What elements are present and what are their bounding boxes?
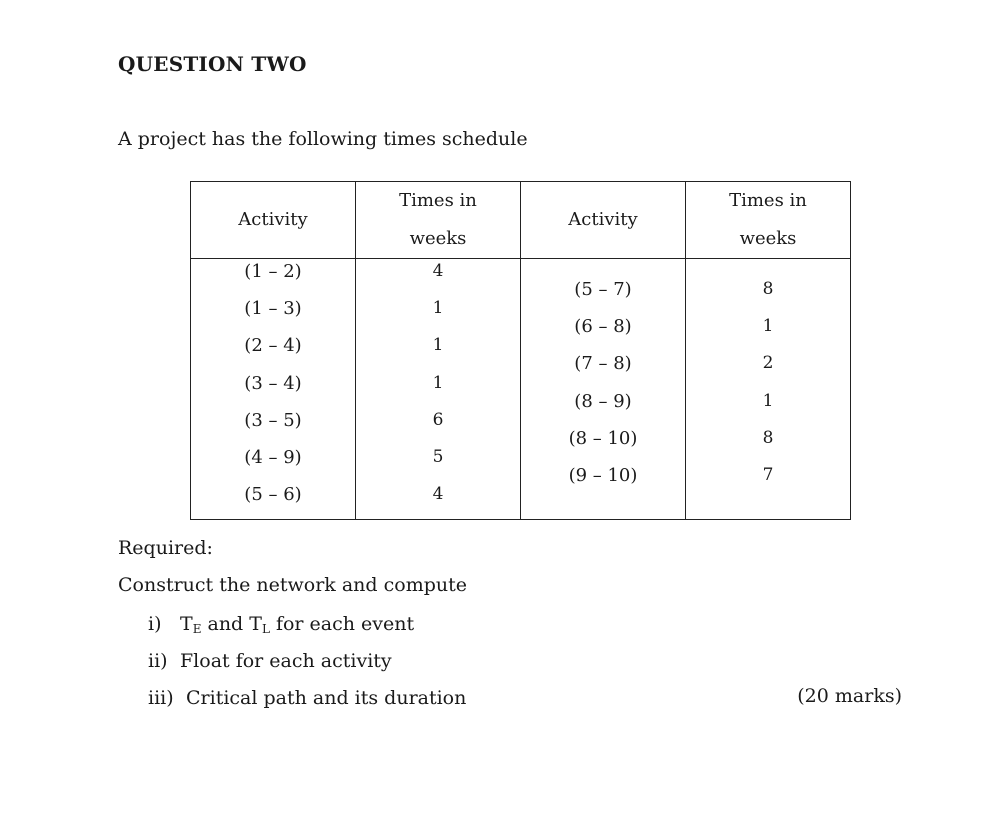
- left-time-cell: 6: [432, 409, 444, 430]
- schedule-table: [190, 181, 851, 520]
- left-time-cell: 1: [432, 372, 444, 393]
- left-time-cell: 1: [432, 335, 444, 356]
- tl-subscript: L: [261, 622, 270, 636]
- left-activity-column: [191, 259, 356, 520]
- header-time-left-line2: weeks: [409, 228, 467, 249]
- te-symbol: T: [180, 613, 193, 635]
- right-activity-cell: (6 – 8): [574, 316, 632, 338]
- header-time-left: [356, 182, 521, 259]
- header-time-right: [686, 182, 851, 259]
- te-subscript: E: [192, 622, 202, 636]
- list-item: [148, 685, 466, 722]
- left-time-cell: 5: [432, 446, 444, 467]
- left-time-column: [356, 259, 521, 520]
- left-time-cell: 4: [432, 261, 444, 281]
- required-label: Required:: [118, 537, 213, 559]
- left-activity-cell: (2 – 4): [244, 335, 302, 357]
- right-time-column: [686, 259, 851, 520]
- header-activity-left: Activity: [191, 182, 356, 259]
- header-time-right-line2: weeks: [739, 228, 797, 249]
- item-marker: i): [148, 613, 162, 635]
- marks-label: (20 marks): [797, 685, 902, 707]
- right-activity-cell: (7 – 8): [574, 353, 632, 375]
- right-activity-cell: (8 – 9): [574, 390, 632, 412]
- right-time-cell: 8: [762, 427, 774, 448]
- left-time-cell: 4: [432, 484, 444, 505]
- right-time-cell: 8: [762, 279, 774, 299]
- item-text: for each event: [269, 613, 415, 635]
- table-header-row: [191, 182, 851, 259]
- header-time-right-line1: Times in: [729, 190, 807, 211]
- header-time-left-line1: Times in: [399, 190, 477, 211]
- requirements-list: [148, 611, 466, 722]
- left-activity-cell: (1 – 2): [244, 261, 302, 282]
- right-activity-column: [521, 259, 686, 520]
- right-time-cell: 1: [762, 390, 774, 411]
- list-item: [148, 648, 466, 685]
- construct-text: Construct the network and compute: [118, 574, 467, 596]
- intro-text: A project has the following times schedule: [118, 128, 528, 150]
- right-activity-cell: (9 – 10): [568, 464, 638, 486]
- right-activity-cell: (8 – 10): [568, 427, 638, 449]
- header-activity-right: Activity: [521, 182, 686, 259]
- item-marker: iii): [148, 687, 174, 709]
- left-activity-cell: (4 – 9): [244, 446, 302, 468]
- item-marker: ii): [148, 650, 168, 672]
- question-heading: QUESTION TWO: [118, 52, 307, 76]
- list-item: [148, 611, 466, 648]
- left-activity-cell: (5 – 6): [244, 484, 302, 506]
- left-activity-cell: (1 – 3): [244, 298, 302, 320]
- right-time-cell: 2: [762, 353, 774, 374]
- table-body-row: [191, 259, 851, 520]
- right-time-cell: 7: [762, 464, 774, 485]
- right-activity-cell: (5 – 7): [574, 279, 632, 300]
- left-activity-cell: (3 – 4): [244, 372, 302, 394]
- and-tl-text: and T: [201, 613, 262, 635]
- right-time-cell: 1: [762, 316, 774, 337]
- item-text: Critical path and its duration: [186, 687, 467, 709]
- item-text: Float for each activity: [180, 650, 392, 672]
- left-activity-cell: (3 – 5): [244, 409, 302, 431]
- left-time-cell: 1: [432, 298, 444, 319]
